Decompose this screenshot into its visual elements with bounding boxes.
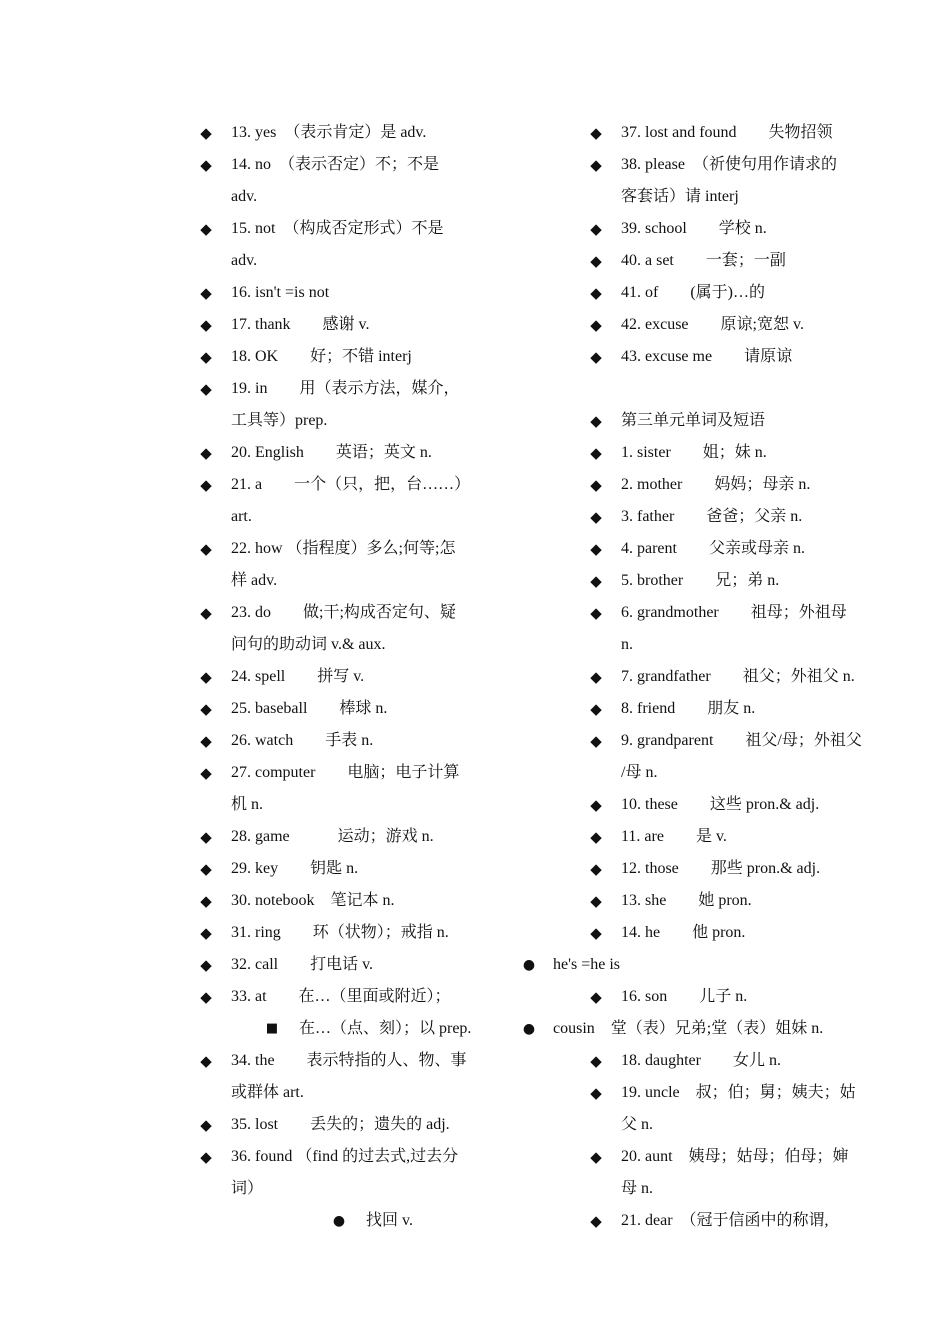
entry-text: cousin 堂（表）兄弟;堂（表）姐妹 n. [553,1020,824,1037]
diamond-bullet-icon: ◆ [200,316,212,334]
vocab-entry [196,1045,496,1077]
entry-text: 37. lost and found 失物招领 [621,124,833,141]
vocab-entry [586,789,886,821]
vocab-entry [586,309,886,341]
entry-text: 16. son 儿子 n. [621,988,748,1005]
entry-text: 40. a set 一套；一副 [621,252,786,269]
vocab-entry-continuation [586,373,886,405]
entry-text: 父 n. [621,1116,654,1133]
entry-text: 42. excuse 原谅;宽恕 v. [621,316,804,333]
entry-text: 4. parent 父亲或母亲 n. [621,540,805,557]
vocab-entry [586,533,886,565]
vocab-entry [586,981,886,1013]
vocab-entry [196,757,496,789]
diamond-bullet-icon: ◆ [590,284,602,302]
vocab-entry-continuation [586,629,886,661]
diamond-bullet-icon: ◆ [200,892,212,910]
vocab-entry [196,1013,496,1045]
vocab-entry [586,437,886,469]
entry-text: 20. aunt 姨母；姑母；伯母；婶 [621,1148,849,1165]
diamond-bullet-icon: ◆ [200,380,212,398]
diamond-bullet-icon: ◆ [590,700,602,718]
vocab-entry [196,341,496,373]
vocab-entry [586,245,886,277]
diamond-bullet-icon: ◆ [590,828,602,846]
diamond-bullet-icon: ◆ [200,700,212,718]
diamond-bullet-icon: ◆ [200,444,212,462]
vocab-entry [196,661,496,693]
diamond-bullet-icon: ◆ [590,252,602,270]
vocab-entry [196,597,496,629]
vocab-entry-continuation [196,789,496,821]
diamond-bullet-icon: ◆ [590,124,602,142]
entry-text: art. [231,508,252,525]
diamond-bullet-icon: ◆ [200,732,212,750]
diamond-bullet-icon: ◆ [590,316,602,334]
entry-text: 6. grandmother 祖母；外祖母 [621,604,847,621]
diamond-bullet-icon: ◆ [200,220,212,238]
diamond-bullet-icon: ◆ [590,444,602,462]
entry-text: he's =he is [553,956,621,973]
vocab-entry [196,213,496,245]
diamond-bullet-icon: ◆ [200,1052,212,1070]
entry-text: 5. brother 兄；弟 n. [621,572,780,589]
entry-text: 33. at 在…（里面或附近）； [231,988,451,1005]
entry-text: 31. ring 环（状物）；戒指 n. [231,924,449,941]
vocab-entry [586,565,886,597]
vocab-entry [196,821,496,853]
diamond-bullet-icon: ◆ [590,860,602,878]
entry-text: 20. English 英语；英文 n. [231,444,432,461]
vocab-entry [196,373,496,405]
vocab-entry [196,437,496,469]
entry-text: 第三单元单词及短语 [621,412,766,429]
vocab-entry-continuation [196,1077,496,1109]
entry-text: 18. daughter 女儿 n. [621,1052,781,1069]
vocab-entry-continuation [586,181,886,213]
entry-text: 29. key 钥匙 n. [231,860,359,877]
vocab-entry [586,213,886,245]
entry-text: 找回 v. [366,1212,413,1229]
vocab-entry-continuation [196,1173,496,1205]
entry-text: 在…（点、刻）；以 prep. [299,1020,472,1037]
vocab-entry [586,853,886,885]
diamond-bullet-icon: ◆ [590,412,602,430]
diamond-bullet-icon: ◆ [590,796,602,814]
circle-bullet-icon: ● [332,1213,346,1229]
vocab-entry-continuation [196,245,496,277]
vocab-entry [586,1141,886,1173]
entry-text: 1. sister 姐；妹 n. [621,444,767,461]
vocab-entry-continuation [586,1173,886,1205]
vocab-entry-continuation [196,181,496,213]
entry-text: 客套话）请 interj [621,188,739,205]
entry-text: 或群体 art. [231,1084,304,1101]
diamond-bullet-icon: ◆ [200,668,212,686]
entry-text: 词） [231,1180,264,1197]
vocab-entry [196,1141,496,1173]
entry-text: 2. mother 妈妈；母亲 n. [621,476,811,493]
entry-text: 12. those 那些 pron.& adj. [621,860,821,877]
vocab-entry-continuation [196,565,496,597]
vocab-entry [586,885,886,917]
vocab-entry [586,501,886,533]
entry-text: 34. the 表示特指的人、物、事 [231,1052,467,1069]
vocab-entry [586,1205,886,1237]
entry-text: 11. are 是 v. [621,828,727,845]
vocab-entry [586,693,886,725]
diamond-bullet-icon: ◆ [200,1116,212,1134]
entry-text: 18. OK 好；不错 interj [231,348,412,365]
entry-text: 27. computer 电脑；电子计算 [231,764,460,781]
vocab-entry-continuation [196,405,496,437]
vocab-entry [196,277,496,309]
diamond-bullet-icon: ◆ [200,604,212,622]
vocab-entry [196,309,496,341]
vocab-entry [586,597,886,629]
diamond-bullet-icon: ◆ [590,892,602,910]
vocab-entry [196,981,496,1013]
entry-text: 28. game 运动；游戏 n. [231,828,434,845]
vocab-entry [586,469,886,501]
vocab-entry [586,1077,886,1109]
entry-text: 9. grandparent 祖父/母；外祖父 [621,732,862,749]
vocab-entry [586,277,886,309]
diamond-bullet-icon: ◆ [590,668,602,686]
diamond-bullet-icon: ◆ [200,988,212,1006]
diamond-bullet-icon: ◆ [590,1084,602,1102]
entry-text: 25. baseball 棒球 n. [231,700,388,717]
diamond-bullet-icon: ◆ [200,284,212,302]
vocab-entry [196,917,496,949]
diamond-bullet-icon: ◆ [590,508,602,526]
entry-text: 工具等）prep. [231,412,328,429]
vocab-entry [196,693,496,725]
entry-text: 36. found （find 的过去式,过去分 [231,1148,459,1165]
entry-text: 7. grandfather 祖父；外祖父 n. [621,668,855,685]
entry-text: adv. [231,252,258,269]
entry-text: 15. not （构成否定形式）不是 [231,220,444,237]
vocab-entry [196,533,496,565]
vocab-entry [586,117,886,149]
vocab-entry [196,885,496,917]
entry-text: 39. school 学校 n. [621,220,767,237]
vocab-entry [586,1045,886,1077]
diamond-bullet-icon: ◆ [590,988,602,1006]
diamond-bullet-icon: ◆ [200,348,212,366]
vocab-entry-continuation [586,1109,886,1141]
diamond-bullet-icon: ◆ [200,860,212,878]
vocab-entry-continuation [586,757,886,789]
vocab-entry [522,949,886,981]
entry-text: 22. how （指程度）多么;何等;怎 [231,540,456,557]
entry-text: 21. a 一个（只，把，台……） [231,476,471,493]
entry-text: 23. do 做;干;构成否定句、疑 [231,604,456,621]
vocab-entry [586,341,886,373]
entry-text: 17. thank 感谢 v. [231,316,370,333]
vocab-entry [196,117,496,149]
diamond-bullet-icon: ◆ [200,924,212,942]
entry-text: 10. these 这些 pron.& adj. [621,796,820,813]
vocab-entry [522,1013,886,1045]
entry-text: adv. [231,188,258,205]
entry-text: 16. isn't =is not [231,284,330,301]
entry-text: 38. please （祈使句用作请求的 [621,156,837,173]
diamond-bullet-icon: ◆ [200,476,212,494]
entry-text: 13. yes （表示肯定）是 adv. [231,124,427,141]
entry-text: 机 n. [231,796,264,813]
diamond-bullet-icon: ◆ [590,348,602,366]
vocab-entry [586,149,886,181]
diamond-bullet-icon: ◆ [590,572,602,590]
diamond-bullet-icon: ◆ [200,956,212,974]
entry-text: /母 n. [621,764,658,781]
entry-text: 问句的助动词 v.& aux. [231,636,386,653]
entry-text: n. [621,636,633,653]
diamond-bullet-icon: ◆ [200,828,212,846]
diamond-bullet-icon: ◆ [200,1148,212,1166]
diamond-bullet-icon: ◆ [590,924,602,942]
square-bullet-icon: ■ [265,1021,279,1036]
vocab-entry [196,949,496,981]
vocab-entry [196,725,496,757]
diamond-bullet-icon: ◆ [590,540,602,558]
diamond-bullet-icon: ◆ [590,476,602,494]
entry-text: 26. watch 手表 n. [231,732,374,749]
diamond-bullet-icon: ◆ [200,540,212,558]
left-column [196,117,496,1237]
entry-text: 35. lost 丢失的；遗失的 adj. [231,1116,450,1133]
entry-text: 43. excuse me 请原谅 [621,348,793,365]
entry-text: 19. in 用（表示方法，媒介， [231,380,460,397]
vocab-entry [586,917,886,949]
entry-text: 19. uncle 叔；伯；舅；姨夫；姑 [621,1084,856,1101]
circle-bullet-icon: ● [522,1021,536,1037]
entry-text: 13. she 她 pron. [621,892,752,909]
diamond-bullet-icon: ◆ [590,1052,602,1070]
diamond-bullet-icon: ◆ [590,220,602,238]
entry-text: 30. notebook 笔记本 n. [231,892,395,909]
diamond-bullet-icon: ◆ [590,604,602,622]
entry-text: 母 n. [621,1180,654,1197]
vocab-entry [586,661,886,693]
diamond-bullet-icon: ◆ [200,124,212,142]
entry-text: 样 adv. [231,572,278,589]
right-column [522,117,886,1237]
entry-text: 14. no （表示否定）不；不是 [231,156,440,173]
diamond-bullet-icon: ◆ [200,156,212,174]
entry-text: 3. father 爸爸；父亲 n. [621,508,803,525]
entry-text: 24. spell 拼写 v. [231,668,365,685]
vocab-entry [586,821,886,853]
entry-text: 41. of (属于)…的 [621,284,765,301]
vocab-entry [196,1205,496,1237]
entry-text: 32. call 打电话 v. [231,956,374,973]
circle-bullet-icon: ● [522,957,536,973]
vocab-entry [196,1109,496,1141]
vocab-entry-continuation [196,501,496,533]
diamond-bullet-icon: ◆ [590,732,602,750]
vocab-entry [586,725,886,757]
vocab-entry [196,469,496,501]
vocab-entry [586,405,886,437]
diamond-bullet-icon: ◆ [590,156,602,174]
entry-text: 8. friend 朋友 n. [621,700,756,717]
vocab-entry [196,853,496,885]
vocab-entry [196,149,496,181]
entry-text: 14. he 他 pron. [621,924,746,941]
diamond-bullet-icon: ◆ [200,764,212,782]
diamond-bullet-icon: ◆ [590,1212,602,1230]
diamond-bullet-icon: ◆ [590,1148,602,1166]
vocab-entry-continuation [196,629,496,661]
entry-text: 21. dear （冠于信函中的称谓, [621,1212,829,1229]
